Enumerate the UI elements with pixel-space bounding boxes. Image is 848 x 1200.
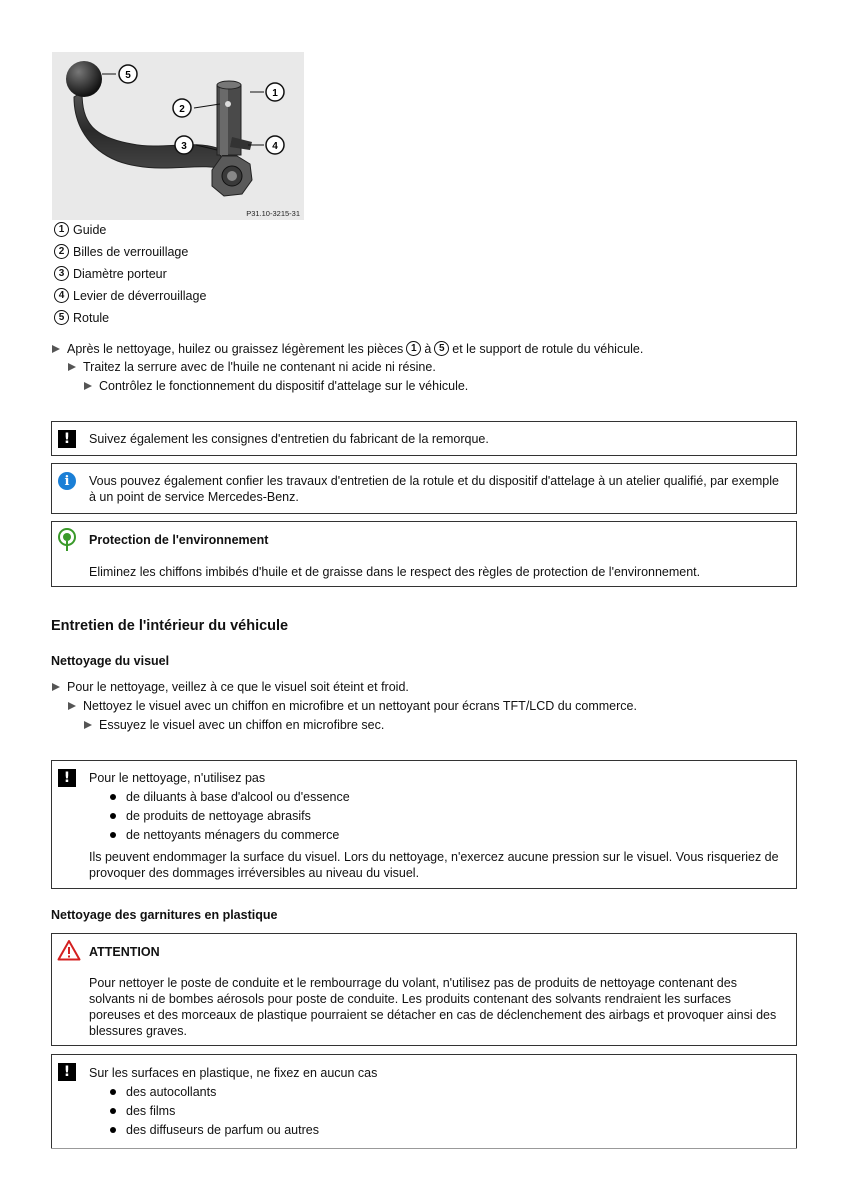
list-item-text: de produits de nettoyage abrasifs	[126, 809, 311, 823]
info-icon: i	[58, 472, 76, 490]
callout-1: 1	[272, 88, 278, 99]
page-cut-divider	[51, 1148, 797, 1149]
tow-hitch-drawing	[52, 52, 304, 220]
callout-3: 3	[181, 141, 187, 152]
step-text: Contrôlez le fonctionnement du dispositif d'attelage sur le véhicule.	[99, 379, 469, 393]
note-title: ATTENTION	[89, 945, 160, 959]
exclamation-icon: !	[58, 1063, 76, 1081]
step-text: Nettoyez le visuel avec un chiffon en microfibre et un nettoyant pour écrans TFT/LCD du commerce.	[83, 699, 637, 713]
callout-4: 4	[272, 141, 278, 152]
info-note	[51, 463, 797, 514]
list-item	[110, 1084, 216, 1100]
legend-label: Rotule	[73, 310, 110, 325]
step-text: Essuyez le visuel avec un chiffon en microfibre sec.	[99, 718, 385, 732]
legend-label: Levier de déverrouillage	[73, 288, 207, 303]
note-text: Pour le nettoyage, n'utilisez pas	[89, 771, 266, 785]
step-text: et le support de rotule du véhicule.	[452, 341, 644, 356]
step-arrow-icon	[52, 345, 60, 353]
subsection-title: Nettoyage du visuel	[51, 654, 170, 668]
note-title: Protection de l'environnement	[89, 533, 269, 547]
warning-note	[51, 1054, 797, 1149]
bullet-icon	[110, 832, 116, 838]
list-item	[110, 1122, 319, 1138]
list-item-text: des autocollants	[126, 1085, 217, 1099]
step-arrow-icon	[68, 702, 76, 710]
step-arrow-icon	[68, 363, 76, 371]
step-arrow-icon	[84, 721, 92, 729]
note-text: Suivez également les consignes d'entretien du fabricant de la remorque.	[89, 432, 489, 446]
list-item	[110, 827, 339, 843]
number-1-icon: 1	[406, 341, 421, 356]
step-wipe-display	[84, 718, 384, 732]
callout-2: 2	[179, 104, 185, 115]
legend-label: Guide	[73, 222, 107, 237]
step-oil-parts	[52, 341, 643, 356]
environment-note	[51, 521, 797, 587]
list-item-text: des diffuseurs de parfum ou autres	[126, 1123, 319, 1137]
bullet-icon	[110, 1127, 116, 1133]
list-item	[110, 789, 350, 805]
number-2-icon: 2	[54, 244, 69, 259]
bullet-icon	[110, 1089, 116, 1095]
legend-item	[54, 244, 188, 259]
warning-note	[51, 760, 797, 889]
note-text: Ils peuvent endommager la surface du visuel. Lors du nettoyage, n'exercez aucune pression sur le visuel. Vous risqueriez de provoquer des dommages irréversibles au niveau du visuel.	[89, 850, 779, 880]
step-treat-lock	[68, 360, 436, 374]
legend-item	[54, 288, 206, 303]
callout-5: 5	[125, 70, 131, 81]
figure-code: P31.10-3215-31	[246, 209, 300, 218]
list-item	[110, 808, 311, 824]
step-text: à	[424, 341, 432, 356]
legend-label: Billes de verrouillage	[73, 244, 189, 259]
legend-label: Diamètre porteur	[73, 266, 167, 281]
leaf-icon	[57, 528, 77, 555]
legend-item	[54, 266, 167, 281]
list-item-text: de nettoyants ménagers du commerce	[126, 828, 340, 842]
step-text: Traitez la serrure avec de l'huile ne contenant ni acide ni résine.	[83, 360, 436, 374]
note-text: Pour nettoyer le poste de conduite et le rembourrage du volant, n'utilisez pas de produits de nettoyage contenant des solvants ni de bombes aérosols pour poste de conduite. Les produits contenant des solvants rendraient les surfaces poreuses et des morceaux de plastique pourraient se détacher en cas de déclenchement des airbags et provoquer ainsi des blessures graves.	[89, 976, 777, 1038]
subsection-title: Nettoyage des garnitures en plastique	[51, 908, 278, 922]
exclamation-icon: !	[58, 430, 76, 448]
section-title: Entretien de l'intérieur du véhicule	[51, 618, 289, 634]
warning-triangle-icon	[57, 939, 81, 964]
list-item	[110, 1103, 175, 1119]
bullet-icon	[110, 794, 116, 800]
bullet-icon	[110, 1108, 116, 1114]
number-3-icon: 3	[54, 266, 69, 281]
step-text: Pour le nettoyage, veillez à ce que le visuel soit éteint et froid.	[67, 680, 409, 694]
step-text: Après le nettoyage, huilez ou graissez légèrement les pièces	[67, 341, 404, 356]
exclamation-icon: !	[58, 769, 76, 787]
number-5-icon: 5	[54, 310, 69, 325]
tow-hitch-illustration	[52, 52, 304, 220]
number-1-icon: 1	[54, 222, 69, 237]
note-text: Eliminez les chiffons imbibés d'huile et de graisse dans le respect des règles de protection de l'environnement.	[89, 565, 701, 579]
note-text: Sur les surfaces en plastique, ne fixez en aucun cas	[89, 1066, 378, 1080]
step-arrow-icon	[52, 683, 60, 691]
bullet-icon	[110, 813, 116, 819]
ball-part	[66, 61, 102, 97]
legend-item	[54, 222, 106, 237]
list-item-text: des films	[126, 1104, 176, 1118]
attention-note	[51, 933, 797, 1046]
list-item-text: de diluants à base d'alcool ou d'essence	[126, 790, 350, 804]
warning-note	[51, 421, 797, 456]
legend-item	[54, 310, 109, 325]
number-5-icon: 5	[434, 341, 449, 356]
step-clean-display	[68, 699, 637, 713]
note-text: Vous pouvez également confier les travaux d'entretien de la rotule et du dispositif d'attelage à un atelier qualifié, par exemple à un point de service Mercedes-Benz.	[89, 474, 779, 504]
number-4-icon: 4	[54, 288, 69, 303]
step-check-hitch	[84, 379, 468, 393]
step-arrow-icon	[84, 382, 92, 390]
step-display-off	[52, 680, 409, 694]
